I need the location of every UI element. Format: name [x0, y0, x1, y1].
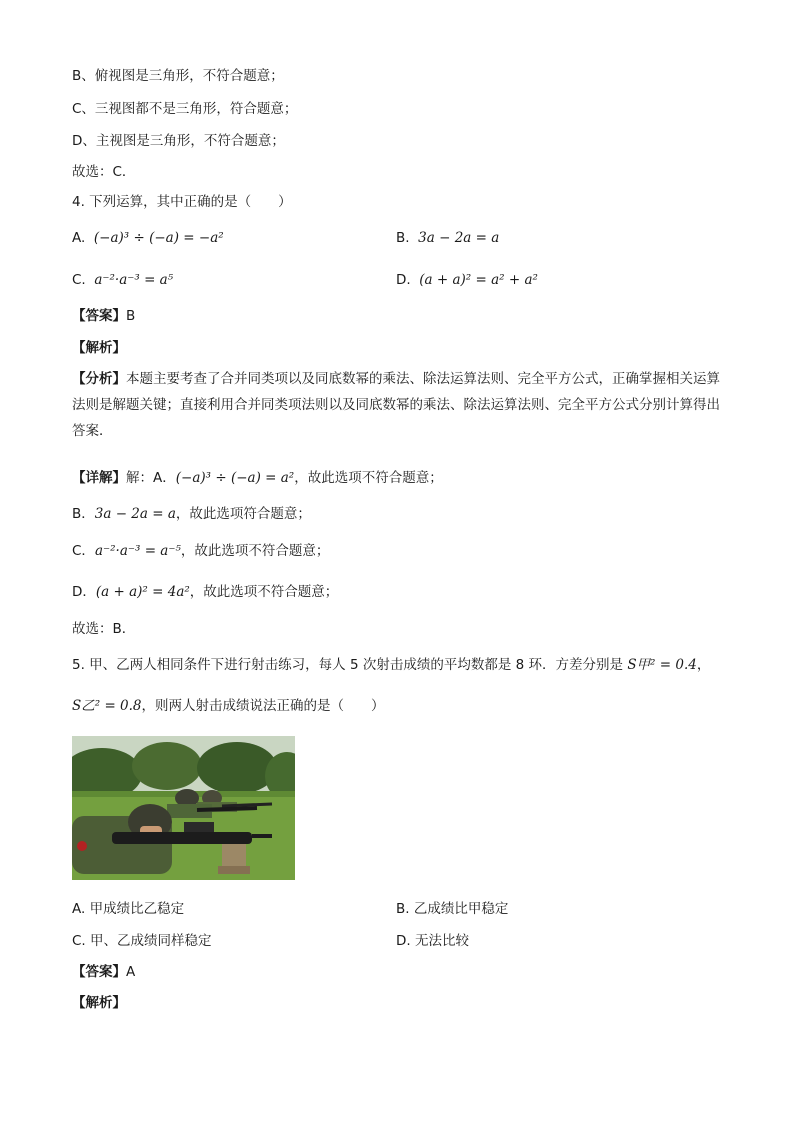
q5-answer-tag: 【答案】 — [72, 964, 126, 980]
q5-stem-line1 — [72, 655, 710, 675]
q4-detail-b — [72, 504, 311, 524]
q5-stem-line2 — [72, 696, 385, 716]
q4-detail-a-suffix: ，故此选项不符合题意； — [294, 470, 443, 486]
q4-option-b — [396, 228, 499, 248]
q5-stem-tail: ，则两人射击成绩说法正确的是（ ） — [141, 698, 385, 714]
q5-variance-yi: S乙² = 0.8 — [72, 698, 142, 714]
shooting-practice-photo — [72, 736, 295, 880]
q3-choice: 故选：C． — [72, 164, 136, 180]
q4-option-a-label: A. — [72, 230, 86, 246]
q4-detail-c — [72, 541, 329, 561]
q5-option-a: A. 甲成绩比乙稳定 — [72, 901, 185, 917]
q5-comma: ， — [696, 657, 711, 673]
q4-stem: 4. 下列运算，其中正确的是（ ） — [72, 194, 292, 210]
q3-option-b-note: B、俯视图是三角形，不符合题意； — [72, 68, 284, 84]
q5-option-d: D. 无法比较 — [396, 933, 469, 949]
q4-option-a-expr: (−a)³ ÷ (−a) = −a² — [93, 230, 224, 246]
q4-detail-b-expr: 3a − 2a = a — [94, 506, 176, 522]
q3-option-d-note: D、主视图是三角形，不符合题意； — [72, 133, 285, 149]
q4-option-c-expr: a⁻²·a⁻³ = a⁵ — [94, 272, 174, 288]
q4-detail-a-prefix: 解：A． — [126, 470, 176, 486]
q5-stem-text: 5. 甲、乙两人相同条件下进行射击练习，每人 5 次射击成绩的平均数都是 8 环．方差分别是 — [72, 657, 624, 673]
q4-detail-a — [72, 468, 443, 488]
q4-answer-value: B — [126, 308, 136, 324]
q4-fenxi-tag: 【分析】 — [72, 371, 126, 387]
q4-detail-d-expr: (a + a)² = 4a² — [95, 584, 190, 600]
q4-option-c — [72, 270, 173, 290]
q5-variance-jia: S甲² = 0.4 — [627, 657, 697, 673]
q4-analysis-tag: 【解析】 — [72, 340, 126, 356]
q4-option-d-expr: (a + a)² = a² + a² — [419, 272, 538, 288]
q4-detail-d-suffix: ，故此选项不符合题意； — [189, 584, 339, 600]
q4-option-c-label: C. — [72, 272, 86, 288]
q4-detail-a-expr: (−a)³ ÷ (−a) = a² — [175, 470, 295, 486]
q5-answer-value: A — [126, 964, 136, 980]
q4-detail-c-suffix: ，故此选项不符合题意； — [180, 543, 330, 559]
q4-option-a — [72, 228, 224, 248]
q4-option-d — [396, 270, 538, 290]
q4-choice: 故选：B． — [72, 621, 136, 637]
q4-option-d-label: D. — [396, 272, 411, 288]
q5-option-b: B. 乙成绩比甲稳定 — [396, 901, 509, 917]
q5-analysis-tag: 【解析】 — [72, 995, 126, 1011]
q4-detail-b-suffix: ，故此选项符合题意； — [175, 506, 311, 522]
q4-detail-c-prefix: C． — [72, 543, 95, 559]
q4-detail-tag: 【详解】 — [72, 470, 126, 486]
q4-detail-d-prefix: D． — [72, 584, 96, 600]
q4-detail-b-prefix: B． — [72, 506, 95, 522]
q4-answer-tag: 【答案】 — [72, 308, 126, 324]
q4-fenxi — [72, 366, 722, 444]
q4-option-b-label: B. — [396, 230, 410, 246]
shooting-practice-illustration — [72, 736, 295, 880]
q3-option-c-note: C、三视图都不是三角形，符合题意； — [72, 101, 298, 117]
q5-answer — [72, 962, 135, 982]
q4-detail-d — [72, 582, 338, 602]
q4-fenxi-text: 本题主要考查了合并同类项以及同底数幂的乘法、除法运算法则、完全平方公式，正确掌握相关运算法则是解题关键；直接利用合并同类项法则以及同底数幂的乘法、除法运算法则、完全平方公式分别计算得出答案． — [72, 371, 720, 439]
q4-answer — [72, 306, 135, 326]
q4-detail-c-expr: a⁻²·a⁻³ = a⁻⁵ — [94, 543, 181, 559]
q4-option-b-expr: 3a − 2a = a — [418, 230, 500, 246]
q5-option-c: C. 甲、乙成绩同样稳定 — [72, 933, 212, 949]
